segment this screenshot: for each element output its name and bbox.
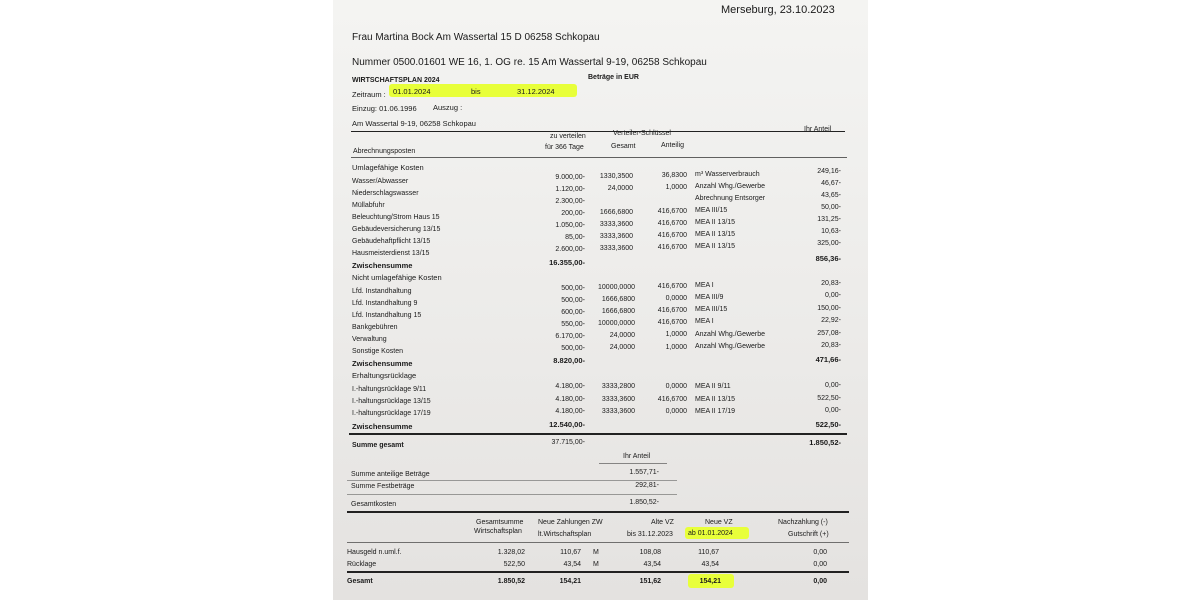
row-share: 325,00- bbox=[817, 240, 841, 247]
hdr-lt-wirtschaftsplan: lt.Wirtschaftsplan bbox=[538, 531, 592, 538]
row-key: MEA II 13/15 bbox=[695, 396, 736, 403]
payment-total-divider bbox=[347, 571, 849, 573]
property-address: Am Wassertal 9-19, 06258 Schkopau bbox=[352, 119, 476, 128]
row-gesamt: 10000,0000 bbox=[598, 284, 635, 291]
hdr-gesamtsumme: Gesamtsumme bbox=[476, 519, 524, 526]
row-name: Lfd. Instandhaltung bbox=[352, 288, 412, 295]
row-share: 50,00- bbox=[821, 204, 841, 211]
pay-row-zw: M bbox=[593, 549, 599, 556]
row-amount: 2.300,00- bbox=[555, 198, 585, 205]
currency-note: Beträge in EUR bbox=[588, 74, 639, 81]
header-divider bbox=[351, 131, 845, 132]
hdr-nachzahlung: Nachzahlung (-) bbox=[778, 519, 828, 526]
subtotal-amount: 16.355,00- bbox=[549, 258, 585, 267]
summe-anteilige-value: 1.557,71- bbox=[629, 469, 659, 476]
hdr-wirtschaftsplan: Wirtschaftsplan bbox=[474, 528, 522, 535]
hdr-alte-vz: Alte VZ bbox=[651, 519, 674, 526]
row-key: MEA I bbox=[695, 318, 714, 325]
row-divider bbox=[347, 494, 677, 495]
zeitraum-bis: bis bbox=[471, 87, 481, 96]
summe-gesamt-share: 1.850,52- bbox=[809, 438, 841, 447]
row-name: Gebäudehaftpflicht 13/15 bbox=[352, 238, 431, 245]
row-amount: 4.180,00- bbox=[555, 396, 585, 403]
pay-row-gesamt: 1.328,02 bbox=[497, 549, 525, 556]
row-amount: 1.050,00- bbox=[555, 222, 585, 229]
row-gesamt: 3333,3600 bbox=[599, 221, 633, 228]
ihr-anteil-heading: Ihr Anteil bbox=[623, 453, 651, 460]
summe-gesamt-label: Summe gesamt bbox=[352, 442, 404, 449]
row-gesamt: 3333,3600 bbox=[599, 245, 633, 252]
row-gesamt: 24,0000 bbox=[609, 344, 635, 351]
einzug-date: Einzug: 01.06.1996 bbox=[352, 104, 417, 113]
row-share: 257,08- bbox=[817, 330, 841, 337]
row-share: 0,00- bbox=[825, 292, 841, 299]
col-anteilig: Anteilig bbox=[661, 142, 684, 149]
pay-row-nach: 0,00 bbox=[813, 549, 827, 556]
ihr-anteil-underline bbox=[599, 463, 667, 464]
document-page bbox=[333, 0, 868, 600]
row-gesamt: 24,0000 bbox=[609, 332, 635, 339]
account-number: Nummer 0500.01601 WE 16, 1. OG re. 15 Am Wassertal 9-19, 06258 Schkopau bbox=[352, 57, 707, 68]
row-key: MEA II 13/15 bbox=[695, 219, 736, 226]
row-share: 20,83- bbox=[821, 280, 841, 287]
row-key: MEA III/15 bbox=[695, 207, 728, 214]
row-gesamt: 1666,6800 bbox=[601, 296, 635, 303]
plan-title: WIRTSCHAFTSPLAN 2024 bbox=[352, 77, 440, 84]
row-key: MEA III/9 bbox=[695, 294, 724, 301]
pay-row-alte: 43,54 bbox=[643, 561, 661, 568]
col-ihr-anteil: Ihr Anteil bbox=[804, 126, 832, 133]
row-anteilig: 1,0000 bbox=[665, 344, 687, 351]
row-gesamt: 1666,6800 bbox=[601, 308, 635, 315]
row-gesamt: 3333,3600 bbox=[601, 396, 635, 403]
row-name: Müllabfuhr bbox=[352, 202, 385, 209]
row-anteilig: 0,0000 bbox=[665, 383, 687, 390]
row-share: 43,65- bbox=[821, 192, 841, 199]
pay-row-neuevz: 110,67 bbox=[698, 549, 719, 556]
gesamtkosten-label: Gesamtkosten bbox=[351, 501, 397, 508]
row-name: Beleuchtung/Strom Haus 15 bbox=[352, 214, 440, 221]
document-date: Merseburg, 23.10.2023 bbox=[721, 4, 835, 16]
row-name: Hausmeisterdienst 13/15 bbox=[352, 250, 430, 257]
pay-total-neue: 154,21 bbox=[559, 578, 581, 585]
row-key: Anzahl Whg./Gewerbe bbox=[695, 331, 766, 338]
row-name: Wasser/Abwasser bbox=[352, 178, 409, 185]
pay-total-gesamt: 1.850,52 bbox=[497, 578, 525, 585]
subtotal-label: Zwischensumme bbox=[352, 359, 413, 368]
row-anteilig: 416,6700 bbox=[657, 244, 687, 251]
summe-fest-label: Summe Festbeträge bbox=[351, 483, 415, 490]
row-amount: 500,00- bbox=[561, 297, 585, 304]
row-anteilig: 0,0000 bbox=[665, 408, 687, 415]
row-amount: 500,00- bbox=[561, 285, 585, 292]
row-name: Gebäudeversicherung 13/15 bbox=[352, 226, 441, 233]
row-name: Lfd. Instandhaltung 15 bbox=[352, 312, 422, 319]
row-amount: 6.170,00- bbox=[555, 333, 585, 340]
row-anteilig: 416,6700 bbox=[657, 232, 687, 239]
row-key: MEA II 13/15 bbox=[695, 231, 736, 238]
row-amount: 550,00- bbox=[561, 321, 585, 328]
zeitraum-to: 31.12.2024 bbox=[517, 87, 555, 96]
row-amount: 1.120,00- bbox=[555, 186, 585, 193]
section-title: Umlagefähige Kosten bbox=[352, 163, 424, 172]
hdr-neue-zahlungen: Neue Zahlungen ZW bbox=[538, 519, 603, 526]
row-anteilig: 416,6700 bbox=[657, 396, 687, 403]
payment-top-divider bbox=[347, 511, 849, 513]
subtotal-share: 471,66- bbox=[815, 355, 841, 364]
row-anteilig: 36,8300 bbox=[661, 172, 687, 179]
row-gesamt: 10000,0000 bbox=[598, 320, 635, 327]
pay-row-zw: M bbox=[593, 561, 599, 568]
row-key: m³ Wasserverbrauch bbox=[695, 171, 760, 178]
subtotal-amount: 12.540,00- bbox=[549, 420, 585, 429]
row-amount: 4.180,00- bbox=[555, 383, 585, 390]
pay-total-nach: 0,00 bbox=[813, 578, 827, 585]
row-gesamt: 3333,3600 bbox=[599, 233, 633, 240]
row-amount: 4.180,00- bbox=[555, 408, 585, 415]
pay-row-label: Hausgeld n.uml.f. bbox=[347, 549, 402, 556]
row-key: MEA I bbox=[695, 282, 714, 289]
row-key: MEA II 17/19 bbox=[695, 408, 736, 415]
row-gesamt: 1330,3500 bbox=[599, 173, 633, 180]
pay-row-gesamt: 522,50 bbox=[503, 561, 525, 568]
pay-total-neuevz: 154,21 bbox=[699, 578, 721, 585]
row-gesamt: 24,0000 bbox=[607, 185, 633, 192]
pay-total-alte: 151,62 bbox=[639, 578, 661, 585]
row-key: MEA II 9/11 bbox=[695, 383, 731, 390]
hdr-ab-2024: ab 01.01.2024 bbox=[688, 530, 733, 537]
row-name: Verwaltung bbox=[352, 336, 387, 343]
row-share: 46,67- bbox=[821, 180, 841, 187]
row-amount: 600,00- bbox=[561, 309, 585, 316]
row-name: Niederschlagswasser bbox=[352, 190, 419, 197]
row-share: 522,50- bbox=[817, 395, 841, 402]
row-name: Lfd. Instandhaltung 9 bbox=[352, 300, 418, 307]
zeitraum-from: 01.01.2024 bbox=[393, 87, 431, 96]
summe-anteilige-label: Summe anteilige Beträge bbox=[351, 471, 430, 478]
subtotal-amount: 8.820,00- bbox=[553, 356, 585, 365]
row-name: I.-haltungsrücklage 9/11 bbox=[352, 386, 427, 393]
summe-gesamt-amount: 37.715,00- bbox=[551, 439, 585, 446]
columns-divider bbox=[351, 157, 847, 158]
row-amount: 200,00- bbox=[561, 210, 585, 217]
row-share: 22,92- bbox=[821, 317, 841, 324]
row-key: Abrechnung Entsorger bbox=[695, 195, 766, 202]
row-name: Bankgebühren bbox=[352, 324, 398, 331]
hdr-bis-2023: bis 31.12.2023 bbox=[627, 531, 673, 538]
col-fuer-tage: für 366 Tage bbox=[545, 144, 584, 151]
payment-header-divider bbox=[347, 542, 849, 543]
row-key: MEA III/15 bbox=[695, 306, 728, 313]
subtotal-share: 856,36- bbox=[815, 254, 841, 263]
row-name: Sonstige Kosten bbox=[352, 348, 403, 355]
row-key: Anzahl Whg./Gewerbe bbox=[695, 343, 766, 350]
pay-total-label: Gesamt bbox=[347, 578, 373, 585]
row-anteilig: 416,6700 bbox=[657, 307, 687, 314]
section-title: Nicht umlagefähige Kosten bbox=[352, 273, 442, 282]
section-title: Erhaltungsrücklage bbox=[352, 371, 417, 380]
total-divider bbox=[349, 433, 847, 435]
row-anteilig: 416,6700 bbox=[657, 283, 687, 290]
row-anteilig: 0,0000 bbox=[665, 295, 687, 302]
row-anteilig: 416,6700 bbox=[657, 208, 687, 215]
row-share: 249,16- bbox=[817, 168, 841, 175]
row-share: 150,00- bbox=[817, 305, 841, 312]
subtotal-label: Zwischensumme bbox=[352, 261, 413, 270]
row-anteilig: 416,6700 bbox=[657, 220, 687, 227]
row-amount: 500,00- bbox=[561, 345, 585, 352]
row-name: I.-haltungsrücklage 13/15 bbox=[352, 398, 431, 405]
recipient-address: Frau Martina Bock Am Wassertal 15 D 06258 Schkopau bbox=[352, 32, 600, 43]
row-amount: 85,00- bbox=[565, 234, 585, 241]
auszug-label: Auszug : bbox=[433, 103, 463, 112]
row-gesamt: 3333,3600 bbox=[601, 408, 635, 415]
row-anteilig: 416,6700 bbox=[657, 319, 687, 326]
pay-row-neuevz: 43,54 bbox=[701, 561, 719, 568]
col-zu-verteilen: zu verteilen bbox=[550, 133, 586, 140]
subtotal-share: 522,50- bbox=[815, 420, 841, 429]
col-gesamt: Gesamt bbox=[611, 143, 636, 150]
row-anteilig: 1,0000 bbox=[665, 331, 687, 338]
row-name: I.-haltungsrücklage 17/19 bbox=[352, 410, 431, 417]
row-share: 20,83- bbox=[821, 342, 841, 349]
hdr-gutschrift: Gutschrift (+) bbox=[788, 531, 829, 538]
gesamtkosten-value: 1.850,52- bbox=[629, 499, 659, 506]
pay-row-neue: 110,67 bbox=[560, 549, 581, 556]
row-anteilig: 1,0000 bbox=[665, 184, 687, 191]
row-key: MEA II 13/15 bbox=[695, 243, 736, 250]
row-share: 0,00- bbox=[825, 382, 841, 389]
col-abrechnungsposten: Abrechnungsposten bbox=[353, 148, 416, 155]
subtotal-label: Zwischensumme bbox=[352, 422, 413, 431]
row-divider bbox=[347, 480, 677, 481]
row-amount: 9.000,00- bbox=[555, 174, 585, 181]
col-verteiler-schluessel: Verteiler-Schlüssel bbox=[613, 130, 671, 137]
row-share: 131,25- bbox=[817, 216, 841, 223]
row-share: 0,00- bbox=[825, 407, 841, 414]
pay-row-neue: 43,54 bbox=[563, 561, 581, 568]
pay-row-nach: 0,00 bbox=[813, 561, 827, 568]
row-gesamt: 1666,6800 bbox=[599, 209, 633, 216]
pay-row-alte: 108,08 bbox=[639, 549, 661, 556]
pay-row-label: Rücklage bbox=[347, 561, 377, 568]
zeitraum-label: Zeitraum : bbox=[352, 90, 386, 99]
row-share: 10,63- bbox=[821, 228, 841, 235]
row-gesamt: 3333,2800 bbox=[601, 383, 635, 390]
hdr-neue-vz: Neue VZ bbox=[705, 519, 733, 526]
row-key: Anzahl Whg./Gewerbe bbox=[695, 183, 766, 190]
row-amount: 2.600,00- bbox=[555, 246, 585, 253]
summe-fest-value: 292,81- bbox=[635, 482, 659, 489]
